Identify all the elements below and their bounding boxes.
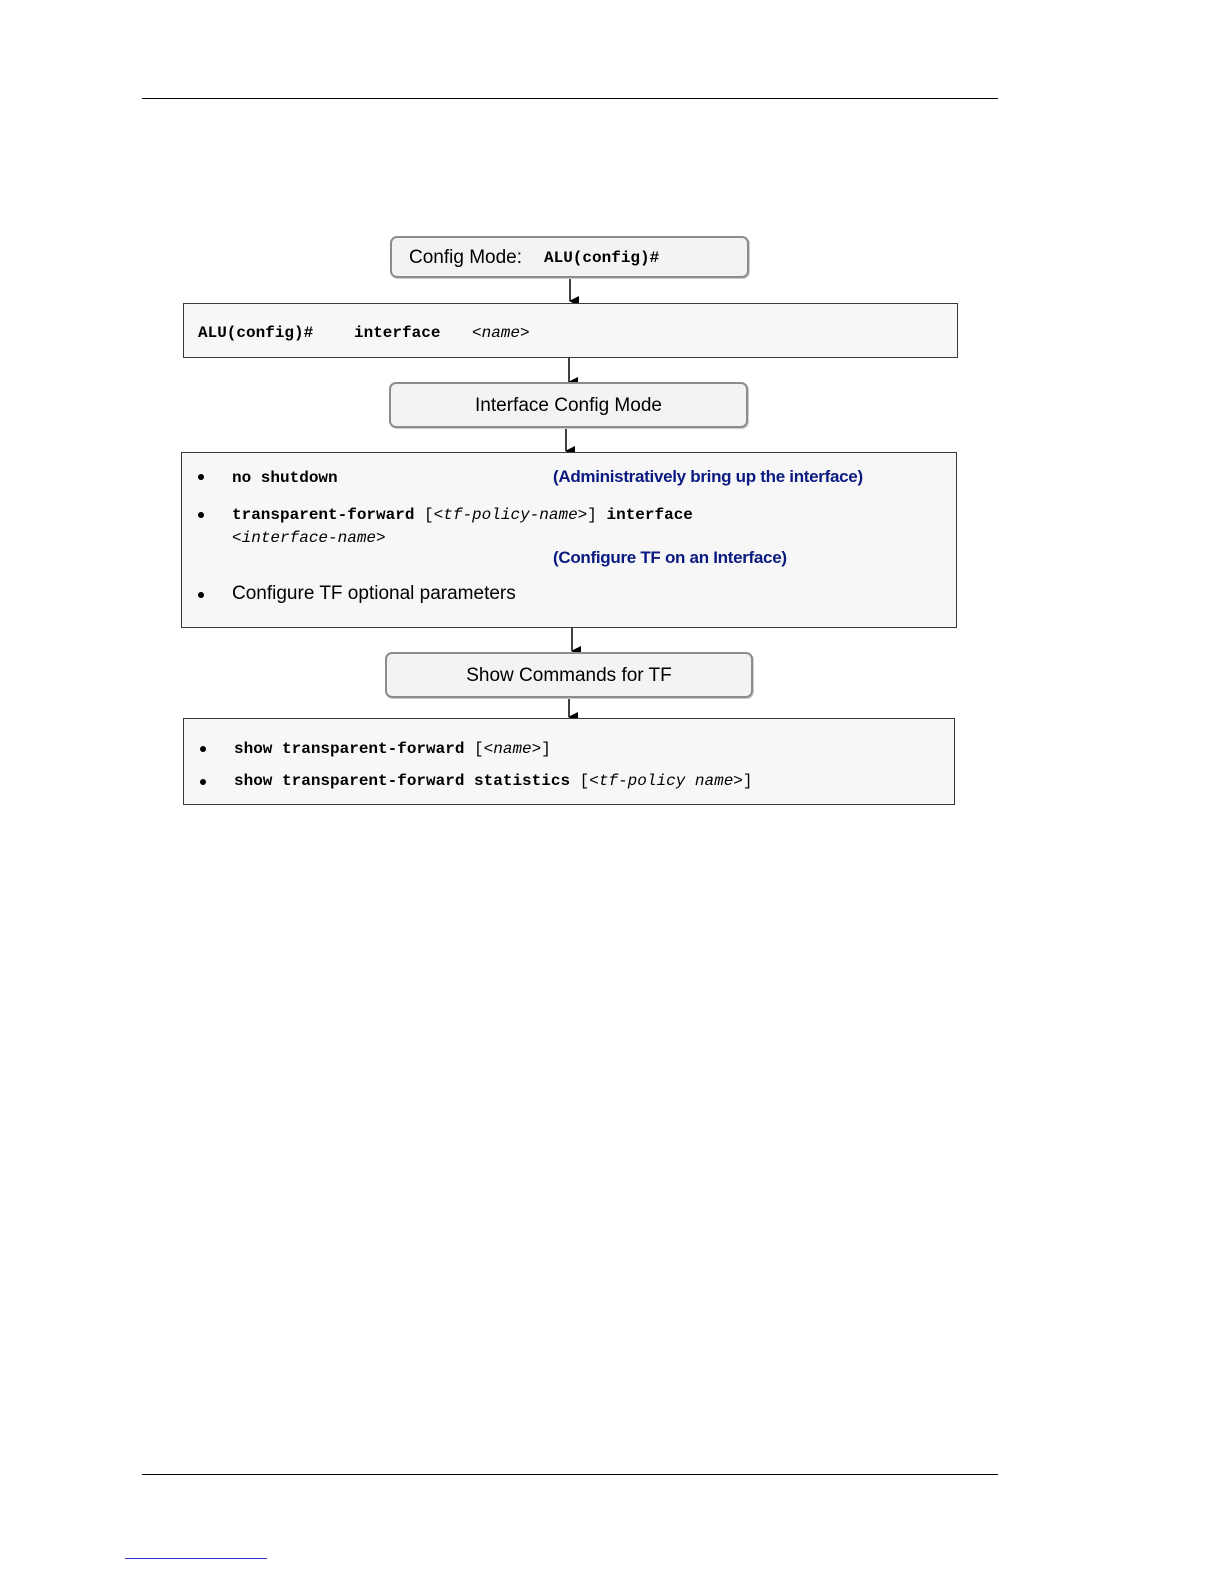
config-mode-label: Config Mode:: [409, 247, 523, 268]
config-mode-prompt: ALU(config)#: [544, 249, 660, 267]
show-tf-command: show transparent-forward: [234, 740, 465, 758]
show-tf-stats-arg: tf-policy name: [598, 772, 734, 790]
interface-cmd-arg: <name>: [472, 324, 530, 342]
tf-iface-close: >: [376, 529, 386, 547]
interface-cmd-prompt: ALU(config)#: [198, 324, 314, 342]
tf-command: transparent-forward: [232, 506, 415, 524]
tf-note: (Configure TF on an Interface): [553, 548, 787, 567]
bullet-show-tf-stats: [200, 779, 206, 785]
bullet-transparent-forward: [198, 512, 204, 518]
no-shutdown-command: no shutdown: [232, 469, 338, 487]
tf-interface-name-line: [232, 529, 386, 547]
tf-interface-keyword: interface: [606, 506, 693, 524]
show-commands-label: Show Commands for TF: [466, 665, 672, 686]
show-tf-stats-close: >]: [733, 772, 753, 790]
show-tf-close: >]: [531, 740, 551, 758]
show-tf-arg: name: [493, 740, 532, 758]
show-tf-stats-open: [<: [579, 772, 599, 790]
interface-cmd-keyword: interface: [354, 324, 441, 342]
show-tf-line: [234, 740, 551, 758]
no-shutdown-note: (Administratively bring up the interface): [553, 467, 863, 486]
show-commands-box: [385, 652, 753, 698]
tf-iface-open: <: [232, 529, 242, 547]
optional-params-text: Configure TF optional parameters: [232, 583, 516, 604]
tf-policy-arg: tf-policy-name: [443, 506, 578, 524]
tf-interface-arg: interface-name: [241, 529, 377, 547]
show-tf-open: [<: [474, 740, 494, 758]
tf-command-line: [232, 506, 693, 524]
interface-config-mode-box: [389, 382, 748, 428]
show-commands-list-box: [183, 718, 955, 805]
interface-config-mode-label: Interface Config Mode: [475, 395, 662, 416]
config-mode-box: [390, 236, 749, 278]
bullet-no-shutdown: [198, 474, 204, 480]
show-tf-stats-line: [234, 772, 753, 790]
tf-open: [<: [424, 506, 444, 524]
interface-command-box: [183, 303, 958, 358]
show-tf-stats-command: show transparent-forward statistics: [234, 772, 571, 790]
tf-close: >]: [577, 506, 597, 524]
bullet-optional-params: [198, 592, 204, 598]
bullet-show-tf: [200, 746, 206, 752]
interface-steps-box: [181, 452, 957, 628]
